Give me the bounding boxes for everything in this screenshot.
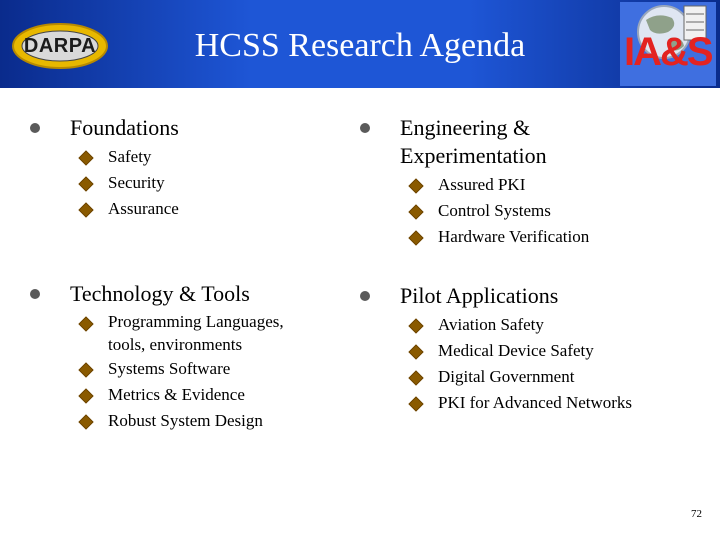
- sub-list: [408, 312, 700, 416]
- main-bullet-item: [360, 282, 700, 310]
- list-item: Medical Device Safety: [408, 338, 700, 364]
- list-item: Aviation Safety: [408, 312, 700, 338]
- header-bar: [0, 0, 720, 88]
- list-item: Safety: [78, 144, 330, 170]
- list-item: Programming Languages, tools, environments: [78, 310, 350, 356]
- sub-list: [78, 310, 350, 434]
- section-heading: Foundations: [70, 115, 179, 140]
- bullet-dot-icon: [360, 123, 370, 133]
- diamond-bullet-icon: [408, 344, 423, 359]
- section-heading-line: Engineering &: [400, 115, 531, 140]
- diamond-bullet-icon: [408, 318, 423, 333]
- bullet-dot-icon: [30, 289, 40, 299]
- ias-logo-text: IA&S: [624, 30, 712, 74]
- diamond-bullet-icon: [78, 316, 93, 331]
- section-heading: Pilot Applications: [400, 283, 559, 308]
- list-item: Hardware Verification: [408, 224, 700, 250]
- list-item: Digital Government: [408, 364, 700, 390]
- sub-list: [78, 144, 330, 222]
- section-engineering: [360, 114, 700, 250]
- diamond-bullet-icon: [78, 414, 93, 429]
- diamond-bullet-icon: [78, 202, 93, 217]
- diamond-bullet-icon: [408, 230, 423, 245]
- section-technology-tools: [30, 280, 350, 434]
- diamond-bullet-icon: [408, 370, 423, 385]
- list-item: Assurance: [78, 196, 330, 222]
- list-item: Robust System Design: [78, 408, 350, 434]
- diamond-bullet-icon: [408, 204, 423, 219]
- diamond-bullet-icon: [408, 396, 423, 411]
- section-heading: Technology & Tools: [70, 281, 250, 306]
- main-bullet-item: [30, 114, 330, 142]
- diamond-bullet-icon: [78, 150, 93, 165]
- bullet-dot-icon: [30, 123, 40, 133]
- diamond-bullet-icon: [78, 176, 93, 191]
- list-item: Systems Software: [78, 356, 350, 382]
- darpa-logo-text: DARPA: [23, 35, 97, 57]
- section-heading-line: Experimentation: [400, 143, 547, 168]
- page-number: 72: [691, 508, 702, 520]
- list-item: Security: [78, 170, 330, 196]
- list-item: Assured PKI: [408, 172, 700, 198]
- section-pilot-applications: [360, 282, 700, 416]
- main-bullet-item: [30, 280, 350, 308]
- section-foundations: [30, 114, 330, 222]
- slide-title: HCSS Research Agenda: [194, 27, 526, 64]
- list-item: Control Systems: [408, 198, 700, 224]
- diamond-bullet-icon: [78, 362, 93, 377]
- list-item: PKI for Advanced Networks: [408, 390, 700, 416]
- bullet-dot-icon: [360, 291, 370, 301]
- diamond-bullet-icon: [408, 178, 423, 193]
- list-item: Metrics & Evidence: [78, 382, 350, 408]
- diamond-bullet-icon: [78, 388, 93, 403]
- main-bullet-item: [360, 114, 700, 170]
- sub-list: [408, 172, 700, 250]
